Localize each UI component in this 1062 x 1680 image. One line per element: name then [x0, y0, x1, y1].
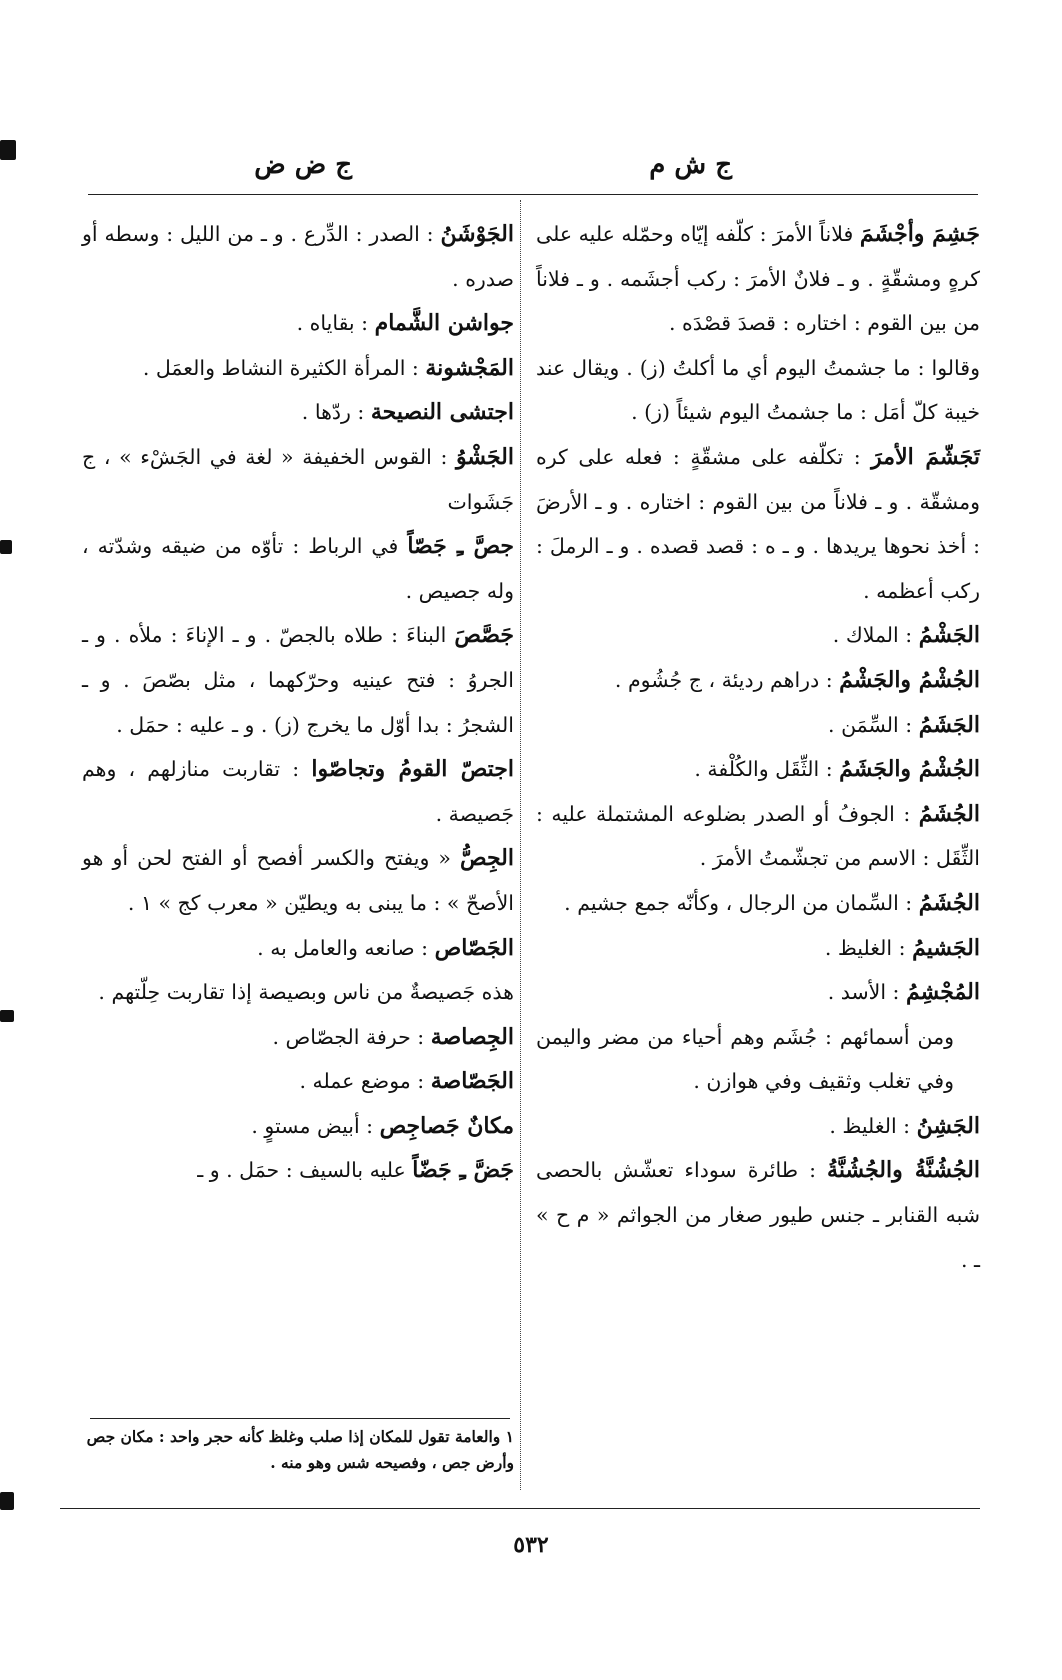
left-column — [82, 212, 514, 1193]
entry-definition: : الجوفُ أو الصدر بضلوعه المشتملة عليه : الثِّقَل : الاسم من تجشّمتُ الأمرَ . — [536, 801, 980, 871]
entry-definition: وقالوا : ما جشمتُ اليوم أي ما أكلتُ (ز) . ويقال عند خيبة كلّ أمَل : ما جشمتُ اليوم شيئاً (ز) . — [536, 355, 980, 425]
dictionary-entry — [536, 212, 980, 346]
dictionary-entry — [536, 970, 980, 1015]
dictionary-entry — [536, 435, 980, 613]
entry-headword: جواشن الشَّمام — [374, 310, 514, 337]
dictionary-entry — [82, 1015, 514, 1060]
dictionary-entry — [82, 1148, 514, 1193]
entry-headword: الجَشِنُ — [916, 1112, 980, 1139]
dictionary-entry — [536, 1148, 980, 1282]
scan-mark — [0, 540, 12, 554]
dictionary-entry — [82, 1104, 514, 1149]
entry-headword: المَجْشونة — [425, 354, 514, 381]
scan-mark — [0, 1010, 14, 1022]
dictionary-entry — [82, 926, 514, 971]
entry-definition: فلاناً الأمرَ : كلّفه إيّاه وحمّله عليه على كرهٍ ومشقّةٍ . و ـ فلانٌ الأمرَ : ركب أجشَمه . و ـ فلاناً من بين القوم : اختاره : قصدَ قصْدَه . — [536, 222, 980, 336]
entry-headword: اجتشى النصيحة — [370, 399, 514, 426]
dictionary-entry — [536, 613, 980, 658]
right-column — [536, 212, 980, 1282]
entry-headword: الجَصّاصة — [430, 1068, 514, 1095]
scan-mark — [0, 1492, 14, 1510]
entry-headword: المُجْشِمُ — [905, 979, 980, 1006]
entry-definition: : المرأة الكثيرة النشاط والعمَل . — [142, 355, 426, 380]
entry-definition: البناءَ : طلاه بالجصّ . و ـ الإناءَ : ملأه . و ـ الجروُ : فتح عينيه وحرّكهما ، مثل بصّصَ . و ـ الشجرُ : بدا أوّل ما يخرج (ز) . و ـ عليه : حمَل . — [82, 623, 514, 737]
dictionary-entry — [82, 435, 514, 524]
entry-definition: هذه جَصيصةٌ من ناس وبصيصة إذا تقاربت حِلّتهم . — [98, 980, 514, 1005]
footnote: ١ والعامة تقول للمكان إذا صلب وغلظ كأنه حجر واحد : مكان جص وأرض جص ، وفصيحه شس وهو منه . — [86, 1427, 514, 1472]
dictionary-entry — [82, 301, 514, 346]
dictionary-entry — [536, 792, 980, 881]
dictionary-entry — [536, 1104, 980, 1149]
entry-headword: جصَّ ـِ جَصّاً — [407, 533, 514, 560]
dictionary-entry — [536, 346, 980, 435]
dictionary-entry — [82, 212, 514, 301]
entry-definition: عليه بالسيف : حمَل . و ـ — [197, 1158, 413, 1183]
entry-definition: : الثِّقَل والكُلْفة . — [694, 757, 840, 782]
entry-definition: في الرباط : تأوّه من ضيقه وشدّته ، وله جصيص . — [82, 534, 514, 603]
entry-headword: الجَشْمُ — [918, 622, 980, 649]
entry-definition: : تقاربت منازلهم ، وهم جَصيصة . — [82, 757, 514, 826]
dictionary-entry — [82, 613, 514, 747]
entry-headword: الجَشيمُ — [912, 934, 980, 961]
entry-definition: : الغليظ . — [824, 935, 913, 960]
entry-headword: الجِصُّ — [460, 845, 514, 872]
entry-headword: تَجَشّمَ الأمرَ — [871, 443, 980, 470]
entry-definition: : السِّمان من الرجال ، وكأنّه جمع جشيم . — [564, 890, 919, 915]
dictionary-entry — [82, 1059, 514, 1104]
dictionary-entry — [536, 1015, 980, 1104]
entry-definition: : أبيض مستوٍ . — [251, 1113, 380, 1138]
entry-headword: الجَشْوُ — [455, 443, 514, 470]
entry-definition: : القوس الخفيفة « لغة في الجَشْء » ، ج جَشَوات — [82, 444, 514, 514]
footer-rule — [60, 1508, 980, 1509]
entry-definition: : الغليظ . — [829, 1113, 917, 1138]
scan-mark — [0, 140, 16, 160]
running-head-left: ج ض ض — [254, 150, 352, 180]
running-head-right: ج ش م — [649, 150, 732, 180]
dictionary-entry — [536, 881, 980, 926]
entry-headword: الجَوْشَنُ — [440, 221, 514, 247]
dictionary-entry — [536, 747, 980, 792]
dictionary-entry — [82, 524, 514, 613]
entry-definition: : الأسد . — [827, 980, 906, 1005]
entry-headword: الجُشَمُ — [918, 889, 980, 916]
entry-headword: الجَصّاص — [434, 934, 514, 961]
entry-headword: الجِصاصة — [430, 1023, 514, 1050]
entry-headword: الجُشْمُ والجَشْمُ — [839, 666, 980, 693]
entry-headword: الجَشَمُ — [918, 711, 980, 738]
dictionary-entry — [82, 836, 514, 925]
dictionary-entry — [82, 390, 514, 435]
dictionary-entry — [536, 926, 980, 971]
entry-headword: الجُشْمُ والجَشَمُ — [839, 756, 980, 783]
entry-definition: : الملاك . — [832, 623, 919, 648]
entry-definition: ومن أسمائهم : جُشَم وهم أحياء من مضر واليمن وفي تغلب وثقيف وفي هوازن . — [536, 1024, 954, 1094]
entry-definition: : طائرة سوداء تعشّش بالحصى شبه القنابر ـ جنس طيور صغار من الجواثم « م ح » ـ . — [536, 1158, 980, 1272]
entry-headword: جَشِمَ وأجْشَمَ — [859, 221, 980, 247]
dictionary-entry — [82, 970, 514, 1015]
entry-headword: الجُشَمُ — [918, 800, 980, 827]
entry-headword: جَضَّ ـِ جَضّاً — [412, 1157, 514, 1184]
entry-definition: : حرفة الجصّاص . — [272, 1024, 431, 1049]
entry-definition: : دراهم رديئة ، ج جُشُوم . — [614, 667, 840, 692]
header-rule — [88, 194, 978, 195]
dictionary-entry — [82, 747, 514, 836]
entry-headword: جَصَّصَ — [454, 622, 514, 649]
footnote-rule — [90, 1418, 510, 1419]
entry-headword: مكانٌ جَصاجِص — [379, 1112, 514, 1139]
column-divider — [520, 200, 521, 1490]
entry-definition: : بقاياه . — [296, 311, 375, 336]
dictionary-entry — [536, 658, 980, 703]
entry-headword: الجُشُنَّةُ والجُشُنَّةُ — [827, 1157, 981, 1184]
entry-definition: : الصدر : الدِّرع . و ـ من الليل : وسطه أو صدره . — [82, 222, 514, 291]
entry-definition: : السِّمَن . — [828, 712, 919, 737]
entry-definition: « ويفتح والكسر أفصح أو الفتح لحن أو هو الأصحّ » : ما يبنى به ويطيّن « معرب كج » ١ . — [82, 846, 514, 915]
entry-definition: : تكلّفه على مشقّةٍ : فعله على كره ومشقّة . و ـ فلاناً من بين القوم : اختاره . و ـ الأرضَ : أخذ نحوها يريدها . و ـ ه : قصد قصده . و ـ الرملَ : ركب أعظمه . — [536, 444, 980, 603]
entry-definition: : ردّها . — [301, 400, 371, 425]
dictionary-entry — [82, 346, 514, 391]
entry-definition: : موضع عمله . — [299, 1069, 431, 1094]
page-number: ٥٣٢ — [513, 1532, 549, 1558]
entry-definition: : صانعه والعامل به . — [257, 935, 435, 960]
entry-headword: اجتصّ القومُ وتجاصّوا — [311, 756, 514, 783]
dictionary-entry — [536, 703, 980, 748]
